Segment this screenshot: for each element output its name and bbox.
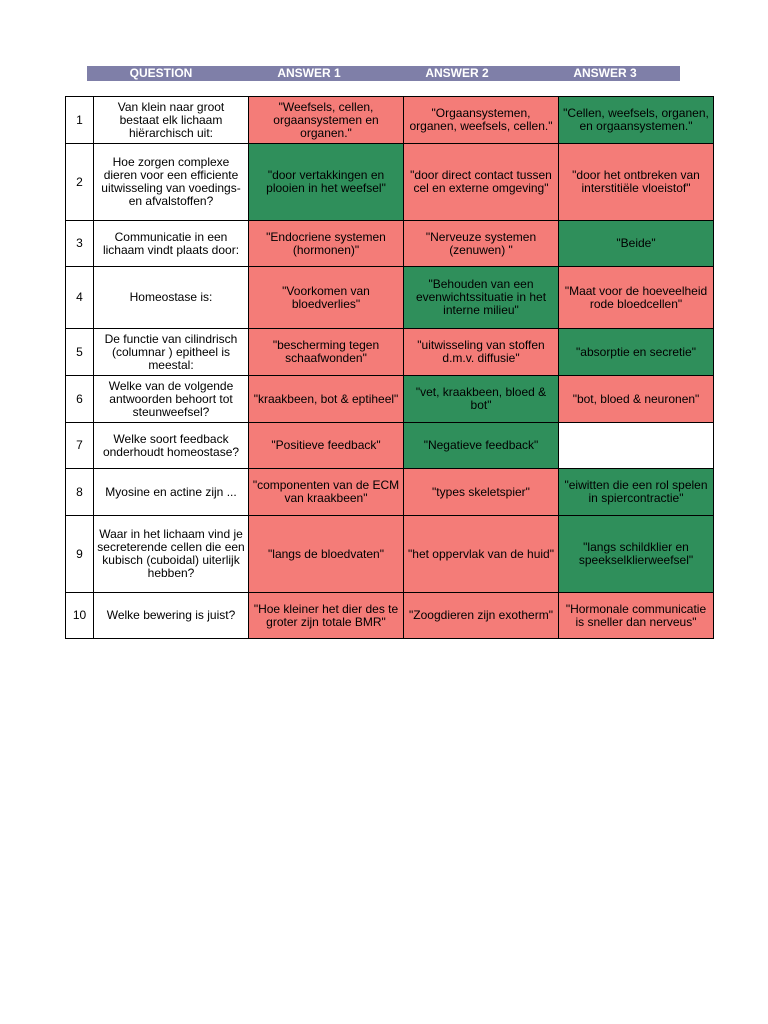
row-number: 10 [66, 593, 94, 639]
table-row [66, 376, 714, 423]
row-number: 3 [66, 221, 94, 267]
question-cell: Van klein naar groot bestaat elk lichaam hiërarchisch uit: [94, 97, 249, 144]
answer-2-cell: "door direct contact tussen cel en externe omgeving" [404, 144, 559, 221]
answer-1-cell: "Voorkomen van bloedverlies" [249, 267, 404, 329]
header-answer-2: ANSWER 2 [425, 66, 489, 80]
answer-2-cell: "het oppervlak van de huid" [404, 516, 559, 593]
row-number: 7 [66, 423, 94, 469]
question-cell: De functie van cilindrisch (columnar ) epitheel is meestal: [94, 329, 249, 376]
table-row [66, 221, 714, 267]
question-cell: Communicatie in een lichaam vindt plaats door: [94, 221, 249, 267]
row-number: 8 [66, 469, 94, 516]
answer-1-cell: "Positieve feedback" [249, 423, 404, 469]
header-answer-3: ANSWER 3 [573, 66, 637, 80]
row-number: 5 [66, 329, 94, 376]
answer-2-cell: "vet, kraakbeen, bloed & bot" [404, 376, 559, 423]
row-number: 2 [66, 144, 94, 221]
answer-1-cell: "Hoe kleiner het dier des te groter zijn totale BMR" [249, 593, 404, 639]
answer-2-cell: "uitwisseling van stoffen d.m.v. diffusie" [404, 329, 559, 376]
table-row [66, 423, 714, 469]
answer-3-cell: "Hormonale communicatie is sneller dan nerveus" [559, 593, 714, 639]
question-cell: Welke bewering is juist? [94, 593, 249, 639]
header-answer-1: ANSWER 1 [277, 66, 341, 80]
answer-1-cell: "langs de bloedvaten" [249, 516, 404, 593]
question-cell: Myosine en actine zijn ... [94, 469, 249, 516]
answer-3-cell: "eiwitten die een rol spelen in spiercontractie" [559, 469, 714, 516]
table-row [66, 516, 714, 593]
question-cell: Homeostase is: [94, 267, 249, 329]
answer-3-cell: "door het ontbreken van interstitiële vloeistof" [559, 144, 714, 221]
question-cell: Hoe zorgen complexe dieren voor een efficiente uitwisseling van voedings- en afvalstoffen? [94, 144, 249, 221]
quiz-table [65, 96, 714, 639]
header-bar [87, 66, 680, 81]
answer-2-cell: "Nerveuze systemen (zenuwen) " [404, 221, 559, 267]
table-row [66, 593, 714, 639]
answer-1-cell: "Endocriene systemen (hormonen)" [249, 221, 404, 267]
answer-2-cell: "Behouden van een evenwichtssituatie in het interne milieu" [404, 267, 559, 329]
table-row [66, 97, 714, 144]
answer-2-cell: "types skeletspier" [404, 469, 559, 516]
row-number: 9 [66, 516, 94, 593]
answer-2-cell: "Orgaansystemen, organen, weefsels, cellen." [404, 97, 559, 144]
answer-1-cell: "bescherming tegen schaafwonden" [249, 329, 404, 376]
header-question: QUESTION [129, 66, 193, 80]
question-cell: Welke van de volgende antwoorden behoort tot steunweefsel? [94, 376, 249, 423]
table-row [66, 469, 714, 516]
answer-2-cell: "Zoogdieren zijn exotherm" [404, 593, 559, 639]
answer-3-cell: "absorptie en secretie" [559, 329, 714, 376]
answer-3-cell: "Maat voor de hoeveelheid rode bloedcellen" [559, 267, 714, 329]
answer-2-cell: "Negatieve feedback" [404, 423, 559, 469]
question-cell: Welke soort feedback onderhoudt homeostase? [94, 423, 249, 469]
table-row [66, 267, 714, 329]
answer-1-cell: "kraakbeen, bot & eptiheel" [249, 376, 404, 423]
answer-3-cell: "Beide" [559, 221, 714, 267]
row-number: 4 [66, 267, 94, 329]
row-number: 6 [66, 376, 94, 423]
row-number: 1 [66, 97, 94, 144]
table-row [66, 329, 714, 376]
answer-3-cell [559, 423, 714, 469]
answer-1-cell: "componenten van de ECM van kraakbeen" [249, 469, 404, 516]
table-row [66, 144, 714, 221]
answer-3-cell: "langs schildklier en speekselklierweefsel" [559, 516, 714, 593]
answer-1-cell: "door vertakkingen en plooien in het weefsel" [249, 144, 404, 221]
answer-1-cell: "Weefsels, cellen, orgaansystemen en organen." [249, 97, 404, 144]
answer-3-cell: "Cellen, weefsels, organen, en orgaansystemen." [559, 97, 714, 144]
question-cell: Waar in het lichaam vind je secreterende cellen die een kubisch (cuboidal) uiterlijk hebben? [94, 516, 249, 593]
answer-3-cell: "bot, bloed & neuronen" [559, 376, 714, 423]
